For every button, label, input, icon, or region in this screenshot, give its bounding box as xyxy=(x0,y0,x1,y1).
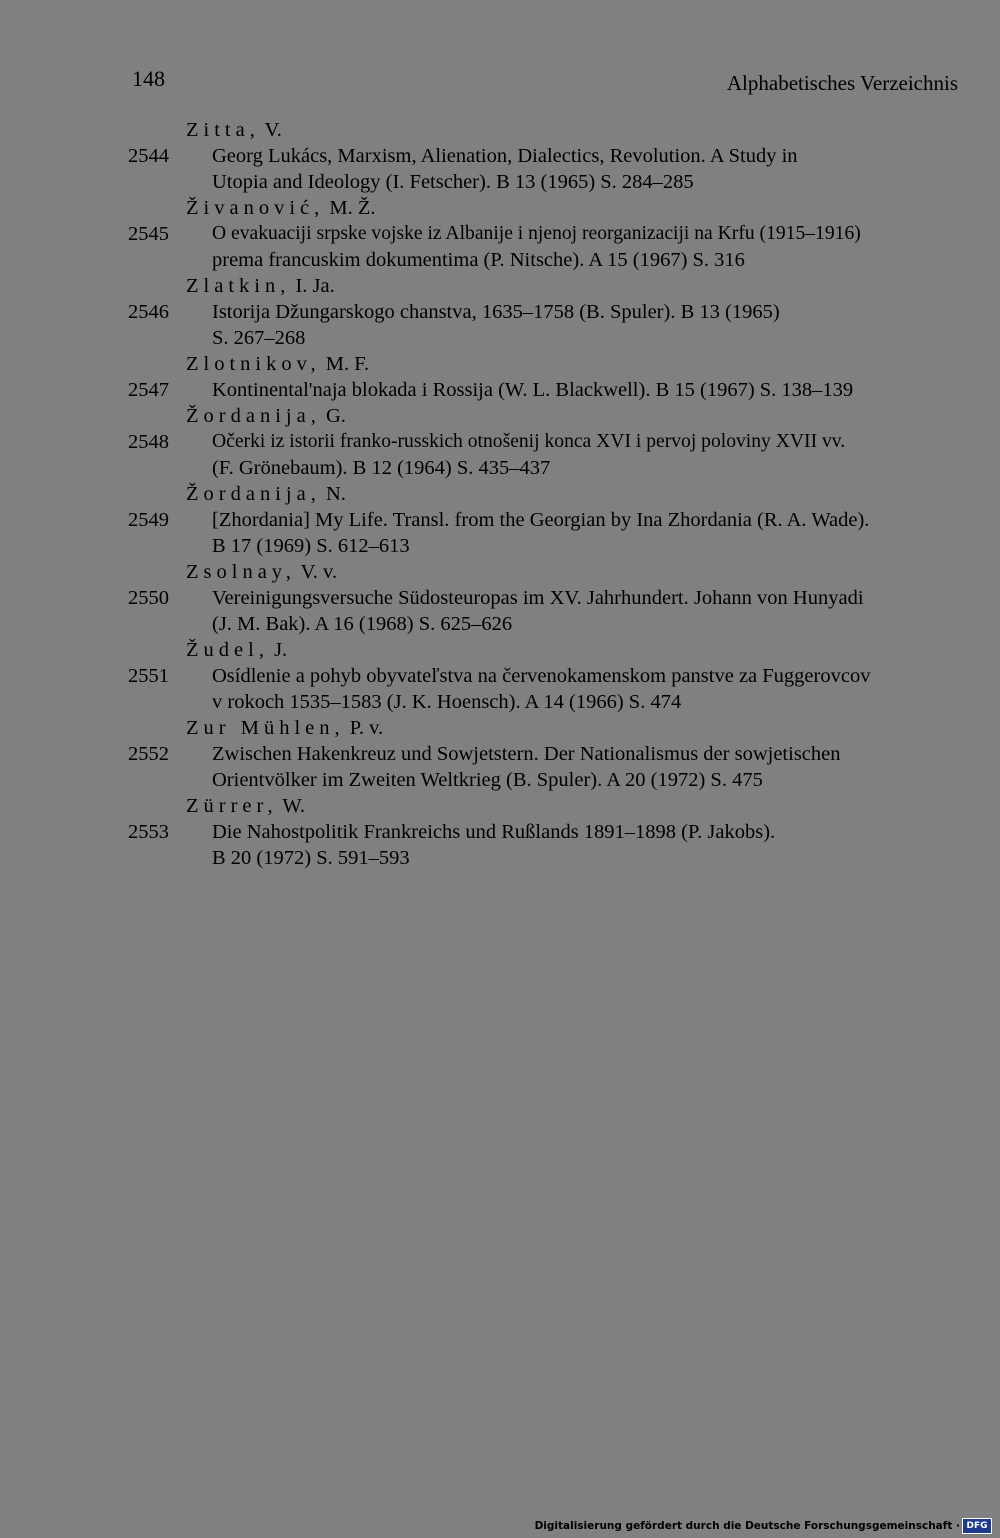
author-given-name: J. xyxy=(274,639,288,661)
author-surname: Žordanija, xyxy=(186,483,321,505)
author-heading xyxy=(0,403,1000,429)
entry-text-line: [Zhordania] My Life. Transl. from the Georgian by Ina Zhordania (R. A. Wade). xyxy=(212,509,870,531)
author-given-name: V. v. xyxy=(300,561,338,583)
author-heading xyxy=(0,793,1000,819)
entry-number: 2552 xyxy=(128,743,169,765)
entry-text-line: Zwischen Hakenkreuz und Sowjetstern. Der Nationalismus der sowjetischen xyxy=(212,743,841,765)
entry-text-line: B 20 (1972) S. 591–593 xyxy=(212,847,410,869)
author-given-name: P. v. xyxy=(349,717,384,739)
running-head: Alphabetisches Verzeichnis xyxy=(726,71,958,95)
page-number: 148 xyxy=(132,66,165,91)
entry-text-line: Die Nahostpolitik Frankreichs und Rußlands 1891–1898 (P. Jakobs). xyxy=(212,821,776,843)
entry-number: 2544 xyxy=(128,145,169,167)
author-heading xyxy=(0,117,1000,143)
entry-text-line: Očerki iz istorii franko-russkich otnošenij konca XVI i pervoj poloviny XVII vv. xyxy=(212,431,846,452)
entry-text-line: Vereinigungsversuche Südosteuropas im XV. Jahrhundert. Johann von Hunyadi xyxy=(212,587,864,609)
bibliography-entry xyxy=(0,507,1000,559)
author-heading xyxy=(0,195,1000,221)
author-heading xyxy=(0,351,1000,377)
entry-number: 2545 xyxy=(128,223,169,245)
entry-text-line: Istorija Džungarskogo chanstva, 1635–1758 (B. Spuler). B 13 (1965) xyxy=(212,301,780,323)
bibliography-entry xyxy=(0,585,1000,637)
entry-text-line: Utopia and Ideology (I. Fetscher). B 13 (1965) S. 284–285 xyxy=(212,171,694,193)
author-surname: Zitta, xyxy=(186,119,260,141)
entry-text-line: Georg Lukács, Marxism, Alienation, Dialectics, Revolution. A Study in xyxy=(212,145,798,167)
author-heading xyxy=(0,559,1000,585)
author-given-name: I. Ja. xyxy=(295,275,335,297)
author-surname: Zlatkin, xyxy=(186,275,291,297)
bibliography-list xyxy=(0,117,1000,871)
author-heading xyxy=(0,715,1000,741)
bibliography-entry xyxy=(0,299,1000,351)
bibliography-entry xyxy=(0,663,1000,715)
entry-text-line: (J. M. Bak). A 16 (1968) S. 625–626 xyxy=(212,613,513,635)
author-given-name: W. xyxy=(282,795,306,817)
author-given-name: V. xyxy=(264,119,282,141)
entry-number: 2551 xyxy=(128,665,169,687)
entry-number: 2547 xyxy=(128,379,169,401)
author-surname: Živanović, xyxy=(186,197,325,219)
entry-number: 2550 xyxy=(128,587,169,609)
bibliography-entry xyxy=(0,377,1000,403)
author-given-name: N. xyxy=(325,483,346,505)
author-surname: Žudel, xyxy=(186,639,269,661)
entry-text-line: Orientvölker im Zweiten Weltkrieg (B. Spuler). A 20 (1972) S. 475 xyxy=(212,769,763,791)
entry-text-line: B 17 (1969) S. 612–613 xyxy=(212,535,410,557)
entry-text-line: O evakuaciji srpske vojske iz Albanije i njenoj reorganizaciji na Krfu (1915–1916) xyxy=(212,223,861,244)
bibliography-entry xyxy=(0,741,1000,793)
author-given-name: M. Ž. xyxy=(329,197,376,219)
author-heading xyxy=(0,273,1000,299)
author-given-name: M. F. xyxy=(325,353,370,375)
bibliography-entry xyxy=(0,143,1000,195)
entry-text-line: Kontinental'naja blokada i Rossija (W. L. Blackwell). B 15 (1967) S. 138–139 xyxy=(212,379,854,401)
digitization-credit: Digitalisierung gefördert durch die Deutsche Forschungsgemeinschaft · xyxy=(534,1520,960,1532)
entry-text-line: S. 267–268 xyxy=(212,327,306,349)
author-surname: Žordanija, xyxy=(186,405,321,427)
author-heading xyxy=(0,637,1000,663)
entry-text-line: v rokoch 1535–1583 (J. K. Hoensch). A 14 (1966) S. 474 xyxy=(212,691,682,713)
entry-number: 2548 xyxy=(128,431,169,453)
entry-text-line: (F. Grönebaum). B 12 (1964) S. 435–437 xyxy=(212,457,551,479)
author-heading xyxy=(0,481,1000,507)
author-surname: Zur Mühlen, xyxy=(186,717,345,739)
bibliography-entry xyxy=(0,221,1000,273)
dfg-logo-icon: DFG xyxy=(962,1518,992,1534)
author-surname: Zsolnay, xyxy=(186,561,296,583)
entry-text-line: prema francuskim dokumentima (P. Nitsche). A 15 (1967) S. 316 xyxy=(212,249,745,271)
bibliography-entry xyxy=(0,429,1000,481)
entry-number: 2546 xyxy=(128,301,169,323)
entry-text-line: Osídlenie a pohyb obyvateľstva na červenokamenskom panstve za Fuggerovcov xyxy=(212,665,871,687)
author-surname: Zürrer, xyxy=(186,795,278,817)
author-given-name: G. xyxy=(325,405,346,427)
entry-number: 2549 xyxy=(128,509,169,531)
bibliography-entry xyxy=(0,819,1000,871)
author-surname: Zlotnikov, xyxy=(186,353,321,375)
entry-number: 2553 xyxy=(128,821,169,843)
